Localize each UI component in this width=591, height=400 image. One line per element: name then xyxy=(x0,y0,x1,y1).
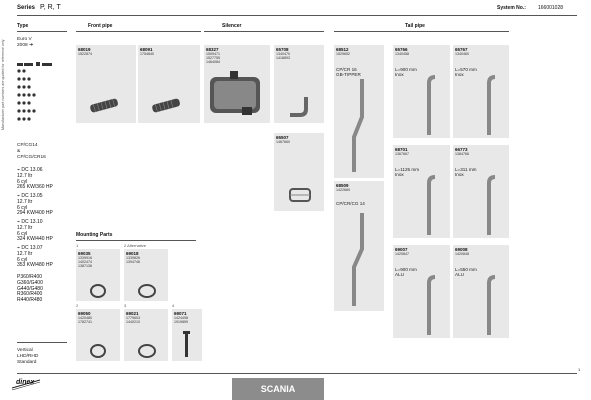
part-69008[interactable]: 69008 1420848 L=550 mm ALU xyxy=(453,245,509,338)
type-models-1: CP/CG14 xyxy=(17,143,38,148)
straight-tail-pipe-icon xyxy=(483,75,503,137)
straight-tail-pipe-icon xyxy=(483,175,503,237)
mount-69071[interactable]: 69071 1424498 1919859 xyxy=(172,309,202,361)
model-list: P360/R400 G360/G400 G440/G480 R360/R400 R440/R480 xyxy=(17,274,43,303)
column-rule-front xyxy=(76,31,201,32)
position-rule xyxy=(17,342,67,343)
engine-icon: ⌁ xyxy=(17,167,22,173)
part-68327[interactable]: 68327 1509471 1527755 1464084 xyxy=(204,45,270,123)
mount-69035[interactable]: 69035 1339916 1402474 1387136 xyxy=(76,249,120,301)
part-68701[interactable]: 68701 1367667 L=1125 mm Inox xyxy=(393,145,450,238)
mounting-idx-3: 3 xyxy=(124,303,127,308)
type-models-sep: & xyxy=(17,149,21,154)
engine-3: ⌁ DC 13.10 12.7 ltr 6 cyl 324 KW/440 HP xyxy=(17,219,53,243)
type-euro: Euro V xyxy=(17,37,32,42)
engine-icon: ⌁ xyxy=(17,245,22,251)
system-label: System No.: xyxy=(497,5,526,11)
dinex-logo: dinex xyxy=(10,377,42,391)
clamp-ring-icon xyxy=(88,283,108,299)
part-65766[interactable]: 65766 1340458 L=900 mm Inox xyxy=(393,45,450,138)
header-rule xyxy=(17,15,577,16)
straight-tail-pipe-icon xyxy=(423,275,443,337)
engine-1: ⌁ DC 13.06 12.7 ltr 6 cyl 265 KW/360 HP xyxy=(17,167,53,191)
elbow-pipe-icon xyxy=(286,95,316,120)
part-65767[interactable]: 65767 1340460 L=570 mm Inox xyxy=(453,45,509,138)
column-rule-silencer xyxy=(204,31,324,32)
footer-rule xyxy=(17,373,577,374)
clamp-ring-icon xyxy=(136,343,158,359)
vertical-disclaimer: Manufacturer part numbers are quoted for reference only xyxy=(1,39,5,130)
mounting-idx-2alt: 2 Alternative xyxy=(124,243,147,248)
axle-config-icon xyxy=(17,68,47,128)
type-rule xyxy=(17,31,67,32)
straight-tail-pipe-icon xyxy=(483,275,503,337)
part-65708[interactable]: 65708 1340470 1418893 xyxy=(274,45,324,123)
clamp-ring-icon xyxy=(136,283,158,299)
part-68512[interactable]: 68512 1529652 CP/CR 16 GB-TIPPER xyxy=(334,45,384,178)
type-year: 2008 ➜ xyxy=(17,43,34,48)
part-69007[interactable]: 69007 1420847 L=900 mm ALU xyxy=(393,245,450,338)
engine-2: ⌁ DC 13.05 12.7 ltr 6 cyl 294 KW/400 HP xyxy=(17,193,53,217)
flex-pipe-icon xyxy=(148,95,188,115)
engine-4: ⌁ DC 13.07 12.7 ltr 6 cyl 353 KW/480 HP xyxy=(17,245,53,269)
bolt-icon xyxy=(182,329,192,359)
straight-tail-pipe-icon xyxy=(423,75,443,137)
part-65507[interactable]: 65507 1467660 xyxy=(274,133,324,211)
page-number: 1 xyxy=(578,367,581,372)
mounting-idx-4: 4 xyxy=(172,303,175,308)
column-type: Type xyxy=(17,23,29,29)
part-68091[interactable]: 68091 1754840 xyxy=(138,45,200,123)
part-68509[interactable]: 68509 1422669 CP/CR/CG 14 xyxy=(334,181,384,311)
make-label: SCANIA xyxy=(260,384,296,394)
column-front-pipe: Front pipe xyxy=(88,23,113,29)
straight-tail-pipe-icon xyxy=(423,175,443,237)
tail-pipe-icon xyxy=(344,77,374,177)
series-value: P, R, T xyxy=(40,4,61,11)
mounting-rule xyxy=(76,240,196,241)
clamp-icon xyxy=(286,183,316,208)
column-rule-tail xyxy=(334,31,509,32)
mounting-title: Mounting Parts xyxy=(76,232,113,238)
position-1: Vertical xyxy=(17,348,33,353)
part-68019[interactable]: 68019 1522874 xyxy=(76,45,136,123)
mounting-idx-2: 2 xyxy=(76,303,79,308)
type-models-2: CP/CG/CR16 xyxy=(17,155,46,160)
column-tail-pipe: Tail pipe xyxy=(405,23,425,29)
axle-icons xyxy=(17,68,47,128)
position-3: Standard xyxy=(17,360,37,365)
position-2: LHD/RHD xyxy=(17,354,39,359)
make-banner xyxy=(232,378,324,400)
flex-pipe-icon xyxy=(86,95,126,115)
mounting-idx-1: 1 xyxy=(76,243,79,248)
silencer-icon xyxy=(206,69,266,119)
tail-pipe-icon xyxy=(344,211,374,309)
column-silencer: Silencer xyxy=(222,23,242,29)
mount-69050[interactable]: 69050 1420480 1782741 xyxy=(76,309,120,361)
mount-69021[interactable]: 69021 1779603 1440210 xyxy=(124,309,168,361)
truck-icon-row xyxy=(17,56,57,64)
engine-icon: ⌁ xyxy=(17,193,22,199)
system-value: 166001028 xyxy=(538,5,564,11)
part-66773[interactable]: 66773 1384766 L=311 mm Inox xyxy=(453,145,509,238)
series-label: Series xyxy=(17,5,36,11)
mount-69018[interactable]: 69018 1339826 1394746 xyxy=(124,249,168,301)
clamp-ring-icon xyxy=(88,343,108,359)
engine-icon: ⌁ xyxy=(17,219,22,225)
engine-list xyxy=(17,168,72,304)
